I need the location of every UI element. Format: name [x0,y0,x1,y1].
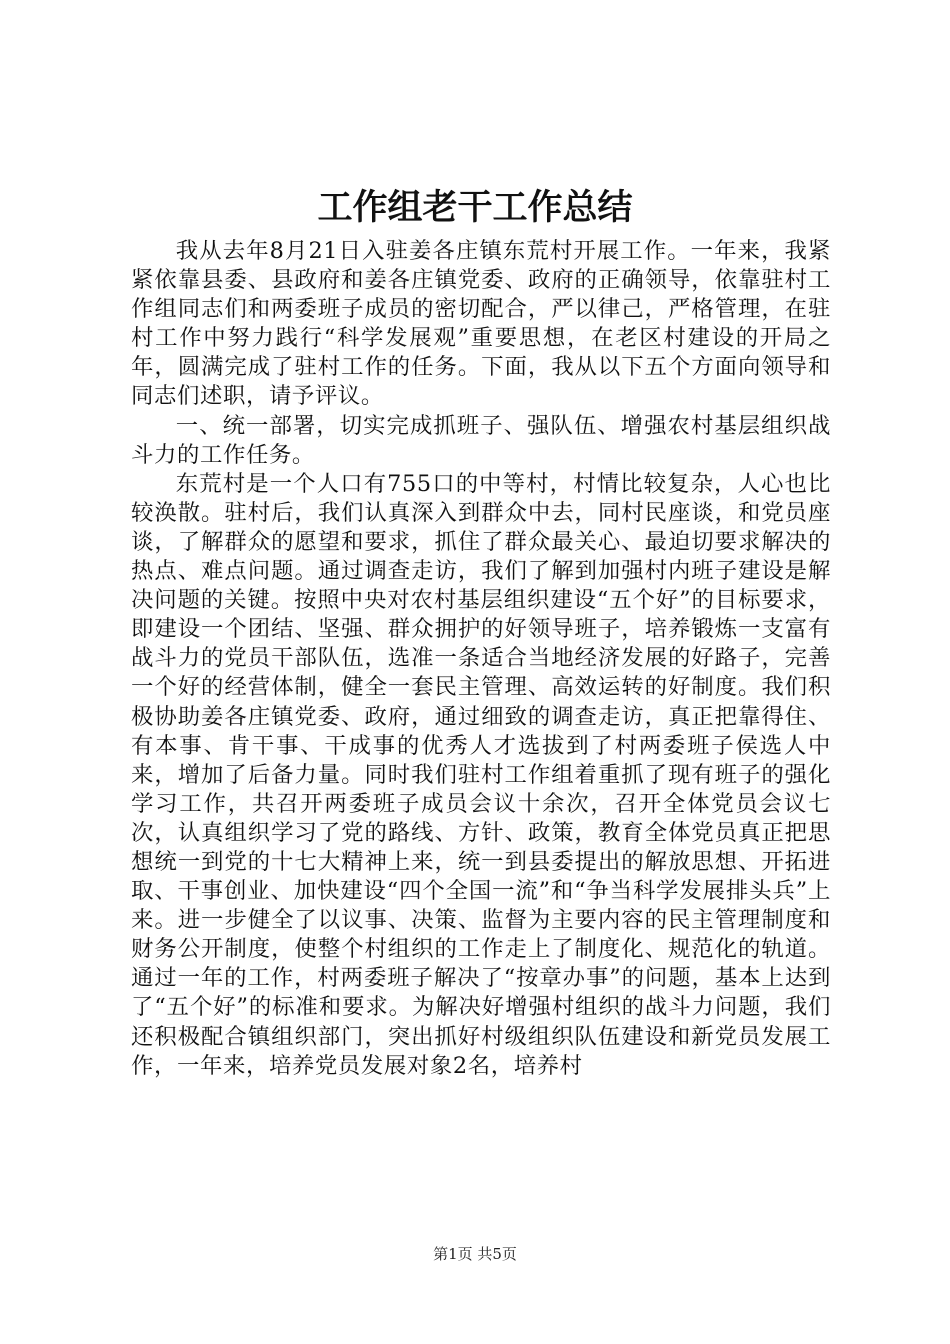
paragraph-section-heading: 一、统一部署，切实完成抓班子、强队伍、增强农村基层组织战斗力的工作任务。 [131,412,831,468]
paragraph-intro: 我从去年8月21日入驻姜各庄镇东荒村开展工作。一年来，我紧紧依靠县委、县政府和姜各庄镇党委、政府的正确领导，依靠驻村工作组同志们和两委班子成员的密切配合，严以律己，严格管理，在驻村工作中努力践行“科学发展观”重要思想，在老区村建设的开局之年，圆满完成了驻村工作的任务。下面，我从以下五个方面向领导和同志们述职，请予评议。 [131,238,831,410]
page-number-footer: 第1页 共5页 [433,1245,517,1263]
document-title: 工作组老干工作总结 [317,187,633,228]
paragraph-village-work: 东荒村是一个人口有755口的中等村，村情比较复杂，人心也比较涣散。驻村后，我们认真深入到群众中去，同村民座谈，和党员座谈，了解群众的愿望和要求，抓住了群众最关心、最迫切要求解决的热点、难点问题。通过调查走访，我们了解到加强村内班子建设是解决问题的关键。按照中央对农村基层组织建设“五个好”的目标要求，即建设一个团结、坚强、群众拥护的好领导班子，培养锻炼一支富有战斗力的党员干部队伍，选准一条适合当地经济发展的好路子，完善一个好的经营体制，健全一套民主管理、高效运转的好制度。我们积极协助姜各庄镇党委、政府，通过细致的调查走访，真正把靠得住、有本事、肯干事、干成事的优秀人才选拔到了村两委班子侯选人中来，增加了后备力量。同时我们驻村工作组着重抓了现有班子的强化学习工作，共召开两委班子成员会议十余次，召开全体党员会议七次，认真组织学习了党的路线、方针、政策，教育全体党员真正把思想统一到党的十七大精神上来，统一到县委提出的解放思想、开拓进取、干事创业、加快建设“四个全国一流”和“争当科学发展排头兵”上来。进一步健全了以议事、决策、监督为主要内容的民主管理制度和财务公开制度，使整个村组织的工作走上了制度化、规范化的轨道。通过一年的工作，村两委班子解决了“按章办事”的问题，基本上达到了“五个好”的标准和要求。为解决好增强村组织的战斗力问题，我们还积极配合镇组织部门，突出抓好村级组织队伍建设和新党员发展工作，一年来，培养党员发展对象2名，培养村 [131,470,831,1079]
document-body [131,237,831,1081]
